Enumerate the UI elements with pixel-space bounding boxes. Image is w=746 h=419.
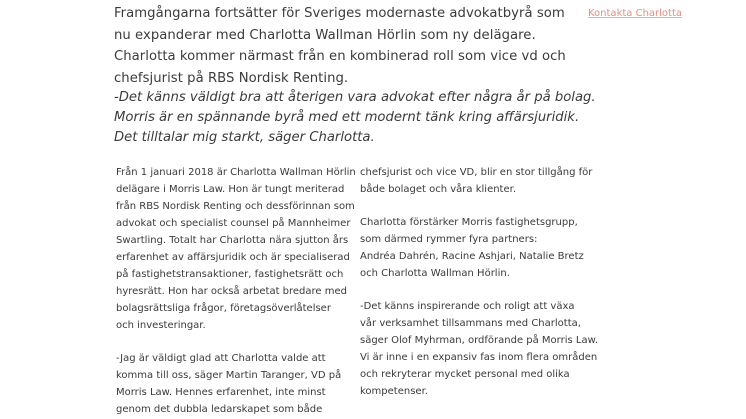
body-line: hyresrätt. Hon har också arbetat bredare med <box>116 286 348 297</box>
quote-line: -Det känns väldigt bra att återigen vara advokat efter några år på bolag. <box>114 90 596 105</box>
body-line: bolagsrättsliga frågor, företagsöverlåtelser <box>116 303 331 314</box>
body-paragraph <box>116 350 346 418</box>
body-line: som därmed rymmer fyra partners: <box>360 234 538 245</box>
body-line: på fastighetstransaktioner, fastighetsrätt och <box>116 269 344 280</box>
body-line: vår verksamhet tillsammans med Charlotta, <box>360 318 581 329</box>
body-line: Charlotta förstärker Morris fastighetsgrupp, <box>360 217 578 228</box>
body-line: -Jag är väldigt glad att Charlotta valde att <box>116 353 326 364</box>
body-line: Swartling. Totalt har Charlotta nära sjutton års <box>116 235 349 246</box>
quote-paragraph <box>114 88 604 148</box>
body-line: och investeringar. <box>116 320 206 331</box>
body-line: -Det känns inspirerande och roligt att växa <box>360 301 575 312</box>
body-line: och Charlotta Wallman Hörlin. <box>360 268 510 279</box>
contact-charlotta-link[interactable]: Kontakta Charlotta <box>588 8 683 19</box>
quote-line: Det tilltalar mig starkt, säger Charlotta. <box>114 130 375 145</box>
body-paragraph <box>116 164 356 334</box>
body-column-right <box>360 164 599 416</box>
body-line: komma till oss, säger Martin Taranger, VD på <box>116 370 342 381</box>
body-paragraph <box>360 164 593 198</box>
body-paragraph <box>360 298 599 400</box>
intro-line: chefsjurist på RBS Nordisk Renting. <box>114 70 349 86</box>
body-paragraph <box>360 214 590 282</box>
body-line: säger Olof Myhrman, ordförande på Morris Law. <box>360 335 599 346</box>
intro-line: nu expanderar med Charlotta Wallman Hörlin som ny delägare. <box>114 27 536 43</box>
intro-paragraph <box>114 3 584 89</box>
body-line: kompetenser. <box>360 386 428 397</box>
intro-line: Framgångarna fortsätter för Sveriges modernaste advokatbyrå som <box>114 6 565 21</box>
body-line: både bolaget och våra klienter. <box>360 184 517 195</box>
body-column-left <box>116 164 356 419</box>
body-line: delägare i Morris Law. Hon är tungt meriterad <box>116 184 345 195</box>
body-line: och rekryterar mycket personal med olika <box>360 369 570 380</box>
quote-line: Morris är en spännande byrå med ett modernt tänk kring affärsjuridik. <box>114 110 580 125</box>
body-line: chefsjurist och vice VD, blir en stor tillgång för <box>360 167 593 178</box>
body-line: Andréa Dahrén, Racine Ashjari, Natalie Bretz <box>360 251 584 262</box>
body-line: Morris Law. Hennes erfarenhet, inte minst <box>116 387 326 398</box>
body-line: erfarenhet av affärsjuridik och är specialiserad <box>116 252 350 263</box>
body-line: Från 1 januari 2018 är Charlotta Wallman Hörlin <box>116 167 356 178</box>
body-line: advokat och specialist counsel på Mannheimer <box>116 218 351 229</box>
body-line: Vi är inne i en expansiv fas inom flera områden <box>360 352 598 363</box>
body-line: från RBS Nordisk Renting och dessförinnan som <box>116 201 355 212</box>
intro-line: Charlotta kommer närmast från en kombinerad roll som vice vd och <box>114 49 566 64</box>
body-line: genom det dubbla ledarskapet som både <box>116 404 323 415</box>
